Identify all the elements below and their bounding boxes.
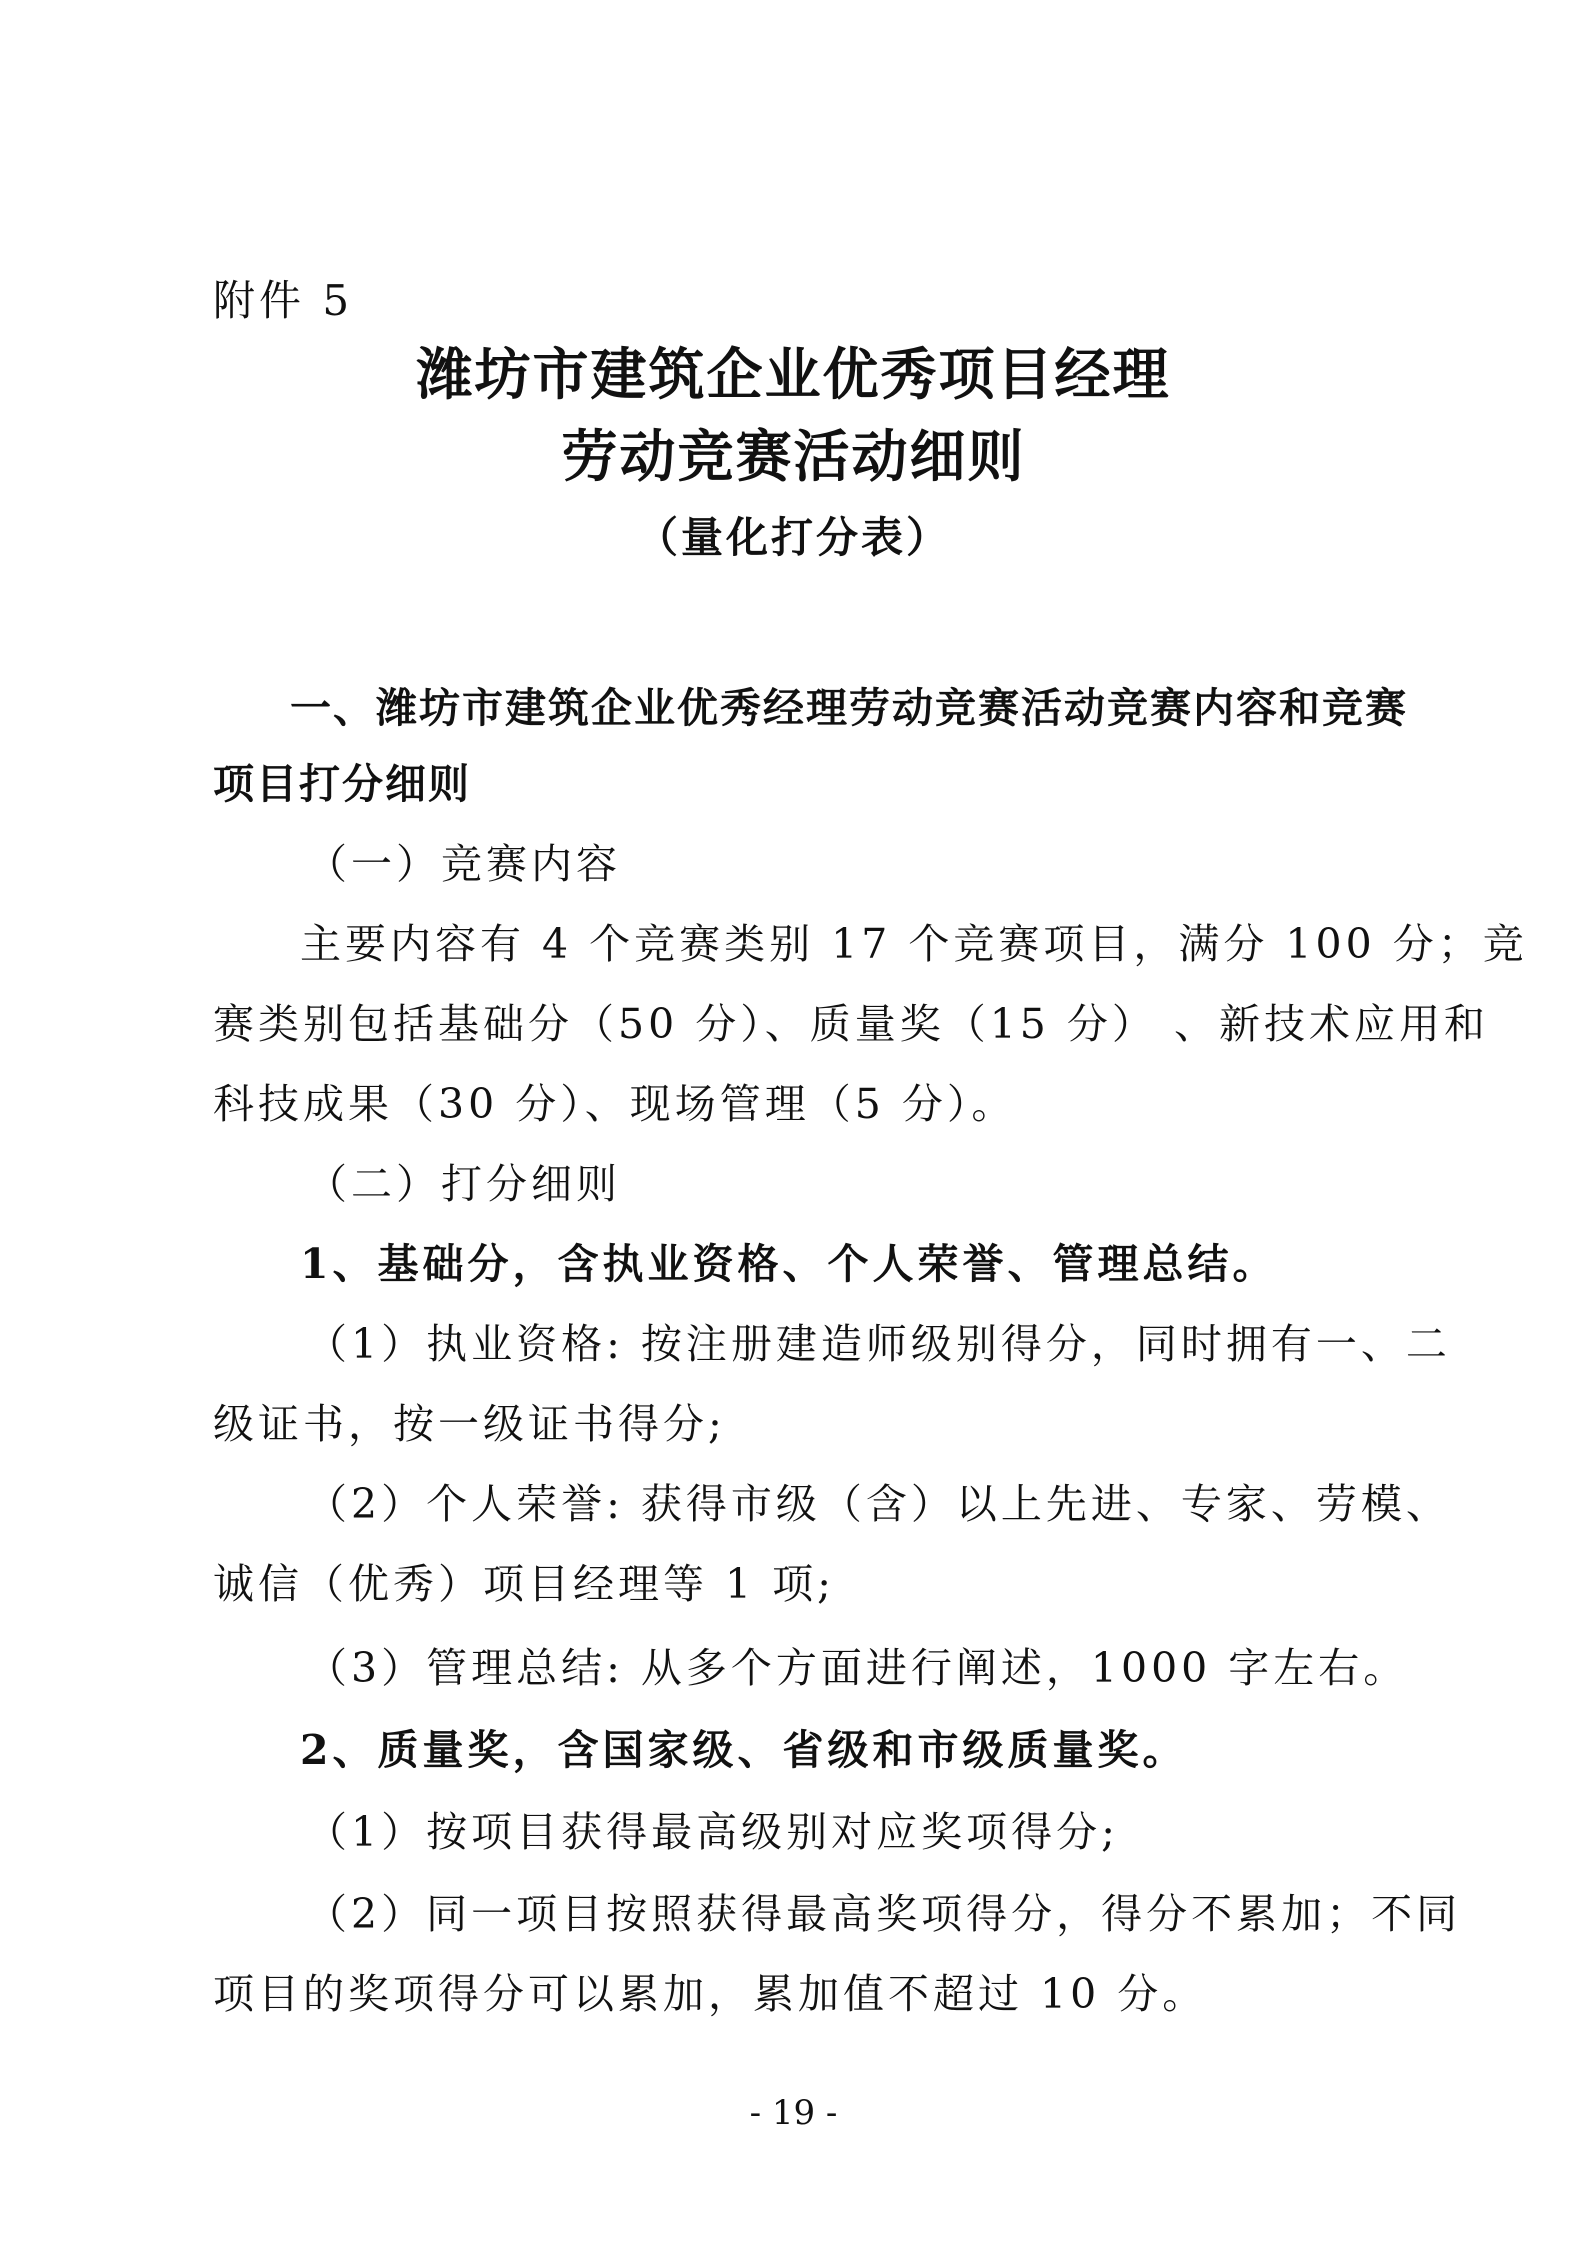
- paragraph-line: 科技成果（30 分）、现场管理（5 分）。: [213, 1080, 1017, 1128]
- paragraph-line: （1）按项目获得最高级别对应奖项得分;: [306, 1808, 1119, 1856]
- subsection-1-heading: （一）竞赛内容: [306, 840, 621, 888]
- paragraph-line: （2）个人荣誉: 获得市级（含）以上先进、专家、劳模、: [306, 1480, 1451, 1528]
- document-subtitle: （量化打分表）: [635, 513, 951, 562]
- page-number: - 19 -: [749, 2093, 838, 2133]
- attachment-label: 附件 5: [213, 276, 354, 325]
- paragraph-line: （3）管理总结: 从多个方面进行阐述，1000 字左右。: [306, 1644, 1409, 1692]
- paragraph-line: 赛类别包括基础分（50 分）、质量奖（15 分） 、新技术应用和: [213, 1000, 1489, 1048]
- document-title-line-1: 潍坊市建筑企业优秀项目经理: [416, 343, 1171, 408]
- item-1-heading: 1、基础分，含执业资格、个人荣誉、管理总结。: [300, 1240, 1278, 1288]
- paragraph-line: 级证书，按一级证书得分;: [213, 1400, 726, 1448]
- paragraph-line: 主要内容有 4 个竞赛类别 17 个竞赛项目，满分 100 分；竞: [300, 920, 1528, 968]
- paragraph-line: 项目的奖项得分可以累加，累加值不超过 10 分。: [213, 1970, 1208, 2018]
- item-2-heading: 2、质量奖，含国家级、省级和市级质量奖。: [300, 1726, 1188, 1774]
- section-1-heading-line-2: 项目打分细则: [213, 760, 471, 808]
- subsection-2-heading: （二）打分细则: [306, 1160, 621, 1208]
- paragraph-line: （1）执业资格: 按注册建造师级别得分，同时拥有一、二: [306, 1320, 1451, 1368]
- document-title-line-2: 劳动竞赛活动细则: [561, 425, 1026, 490]
- paragraph-line: （2）同一项目按照获得最高奖项得分，得分不累加；不同: [306, 1890, 1462, 1938]
- section-1-heading-line-1: 一、潍坊市建筑企业优秀经理劳动竞赛活动竞赛内容和竞赛: [290, 684, 1408, 732]
- paragraph-line: 诚信（优秀）项目经理等 1 项;: [213, 1560, 835, 1608]
